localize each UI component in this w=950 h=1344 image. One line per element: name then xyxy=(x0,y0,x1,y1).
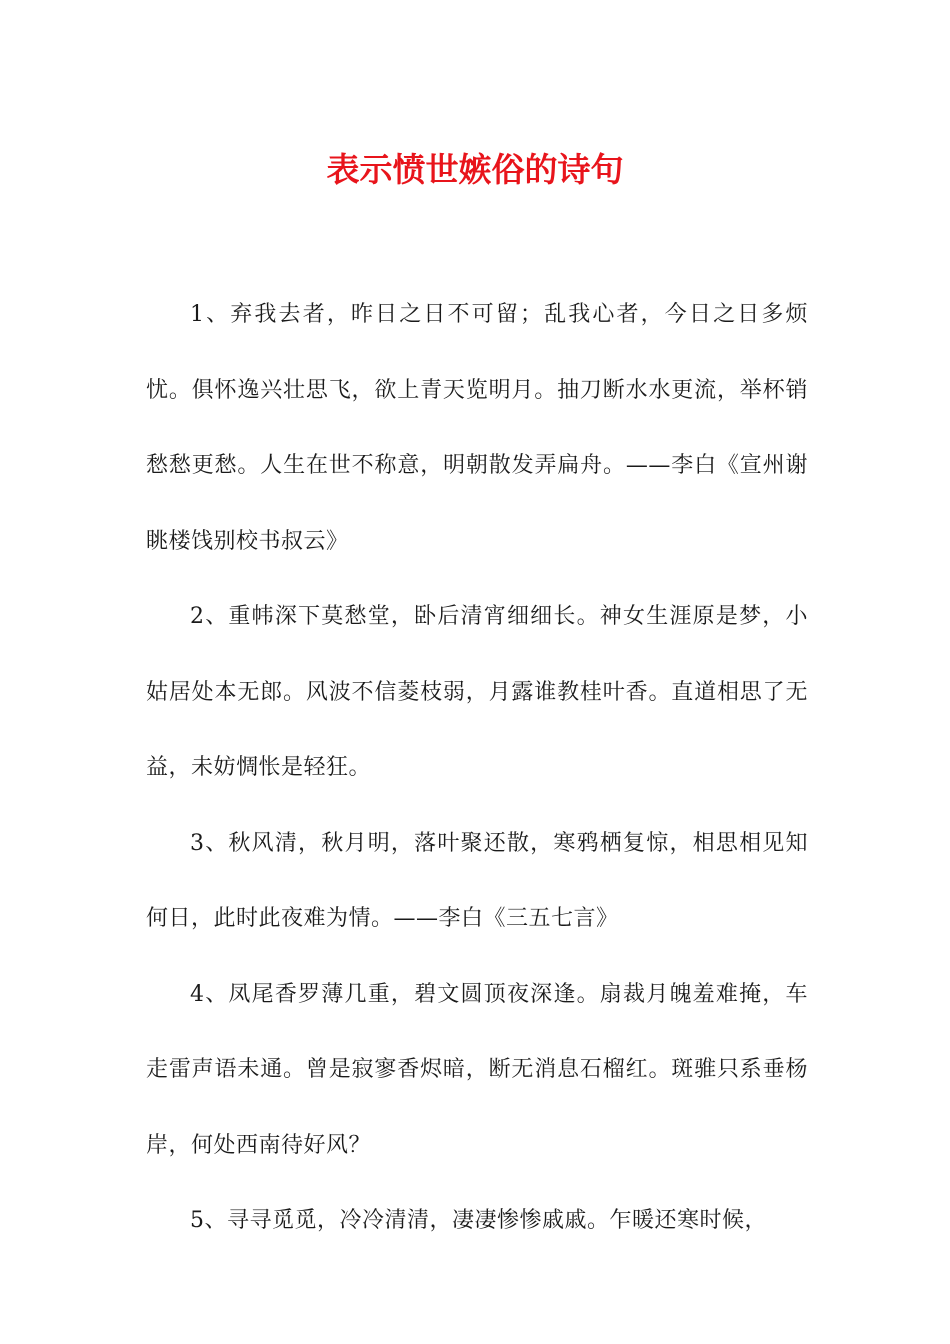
document-body xyxy=(146,277,808,1259)
poem-paragraph-2: 2、重帏深下莫愁堂，卧后清宵细细长。神女生涯原是梦，小姑居处本无郎。风波不信菱枝弱，月露谁教桂叶香。直道相思了无益，未妨惆怅是轻狂。 xyxy=(146,604,808,780)
document-title: 表示愤世嫉俗的诗句 xyxy=(326,150,624,189)
poem-paragraph-1: 1、弃我去者，昨日之日不可留；乱我心者，今日之日多烦忧。俱怀逸兴壮思飞，欲上青天览明月。抽刀断水水更流，举杯销愁愁更愁。人生在世不称意，明朝散发弄扁舟。——李白《宣州谢眺楼饯别校书叔云》 xyxy=(146,302,808,554)
poem-paragraph-3: 3、秋风清，秋月明，落叶聚还散，寒鸦栖复惊，相思相见知何日，此时此夜难为情。——李白《三五七言》 xyxy=(146,830,808,931)
poem-paragraph-4: 4、凤尾香罗薄几重，碧文圆顶夜深逢。扇裁月魄羞难掩，车走雷声语未通。曾是寂寥香烬暗，断无消息石榴红。斑骓只系垂杨岸，何处西南待好风？ xyxy=(146,981,808,1158)
poem-paragraph-5: 5、寻寻觅觅，冷冷清清，凄凄惨惨戚戚。乍暖还寒时候， xyxy=(190,1208,767,1233)
